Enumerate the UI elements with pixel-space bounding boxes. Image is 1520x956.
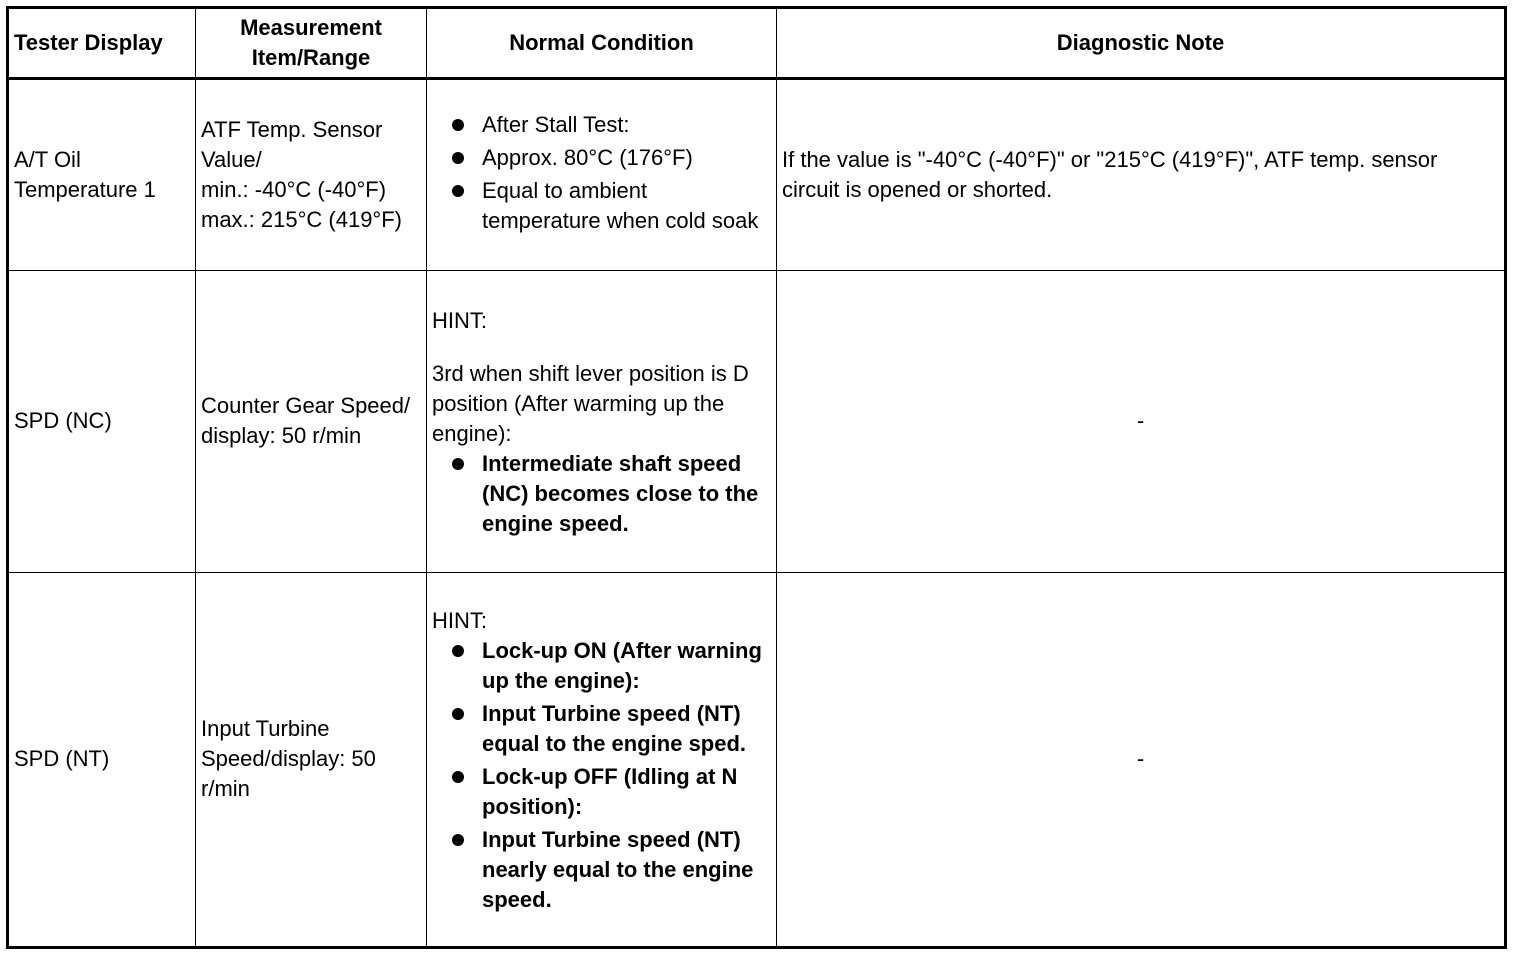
diagnostic-note-cell: - [777, 270, 1506, 572]
tester-display-cell: SPD (NT) [8, 572, 196, 947]
condition-paragraph: 3rd when shift lever position is D position (After warming up the engine): [432, 361, 749, 447]
measurement-line: display: 50 r/min [201, 423, 362, 449]
table-row [8, 572, 1506, 947]
condition-list [432, 110, 771, 236]
list-item-text: Lock-up ON (After warning up the engine): [482, 638, 762, 694]
tester-data-table [6, 6, 1507, 949]
condition-list [432, 636, 771, 915]
measurement-line: ATF Temp. Sensor Value/ [201, 116, 383, 172]
bullet-icon [452, 119, 464, 131]
list-item [432, 636, 771, 696]
condition-list [432, 449, 771, 539]
normal-condition-cell [427, 572, 777, 947]
bullet-icon [452, 152, 464, 164]
normal-condition-cell [427, 79, 777, 271]
list-item [432, 449, 771, 539]
table-row [8, 270, 1506, 572]
header-row [8, 8, 1506, 79]
list-item-text: Equal to ambient temperature when cold soak [482, 178, 759, 234]
table-row [8, 79, 1506, 271]
list-item [432, 110, 771, 140]
header-measurement: Measurement Item/Range [196, 8, 427, 79]
measurement-cell [196, 572, 427, 947]
list-item [432, 176, 771, 236]
measurement-line: max.: 215°C (419°F) [201, 206, 402, 232]
hint-label: HINT: [432, 308, 487, 334]
list-item [432, 143, 771, 173]
tester-display-cell: SPD (NC) [8, 270, 196, 572]
list-item-text: After Stall Test: [482, 112, 630, 138]
list-item-text: Lock-up OFF (Idling at N position): [482, 764, 738, 820]
measurement-line: min.: -40°C (-40°F) [201, 176, 387, 202]
normal-condition-cell [427, 270, 777, 572]
list-item [432, 762, 771, 822]
header-normal-condition: Normal Condition [427, 8, 777, 79]
header-tester-display: Tester Display [8, 8, 196, 79]
list-item [432, 699, 771, 759]
bullet-icon [452, 708, 464, 720]
list-item [432, 825, 771, 915]
diagnostic-note-cell: If the value is "-40°C (-40°F)" or "215°C (419°F)", ATF temp. sensor circuit is opened or shorted. [777, 79, 1506, 271]
tester-display-cell: A/T Oil Temperature 1 [8, 79, 196, 271]
measurement-line: Counter Gear Speed/ [201, 393, 411, 419]
list-item-text: Approx. 80°C (176°F) [482, 145, 693, 171]
hint-label: HINT: [432, 608, 487, 634]
list-item-text: Input Turbine speed (NT) nearly equal to the engine speed. [482, 827, 754, 913]
diagnostic-note-cell: - [777, 572, 1506, 947]
bullet-icon [452, 185, 464, 197]
bullet-icon [452, 771, 464, 783]
measurement-cell [196, 270, 427, 572]
measurement-line: Input Turbine Speed/display: 50 r/min [201, 716, 376, 802]
header-diagnostic-note: Diagnostic Note [777, 8, 1506, 79]
list-item-text: Intermediate shaft speed (NC) becomes close to the engine speed. [482, 451, 759, 537]
bullet-icon [452, 645, 464, 657]
list-item-text: Input Turbine speed (NT) equal to the engine sped. [482, 701, 747, 757]
measurement-cell [196, 79, 427, 271]
bullet-icon [452, 458, 464, 470]
bullet-icon [452, 834, 464, 846]
